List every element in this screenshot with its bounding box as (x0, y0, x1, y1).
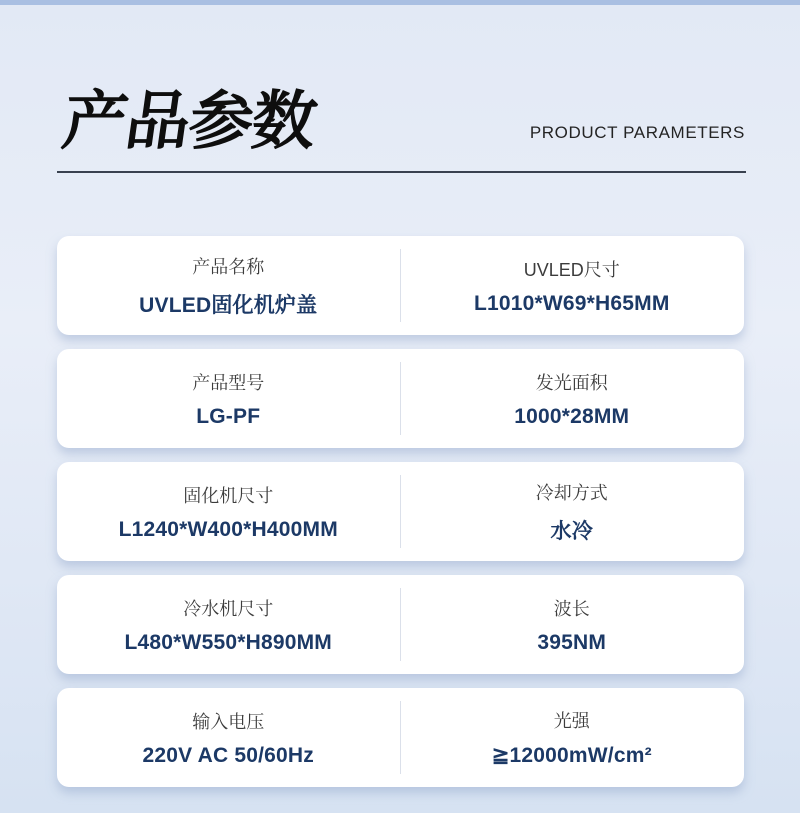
spec-label: 产品型号 (192, 372, 265, 393)
spec-table (57, 236, 744, 787)
spec-row (57, 688, 744, 787)
spec-cell-right (400, 688, 744, 787)
spec-label: 冷却方式 (535, 482, 608, 503)
spec-value: 水冷 (550, 519, 593, 543)
spec-value: ≧12000mW/cm² (491, 744, 652, 767)
spec-label: 发光面积 (535, 372, 608, 393)
spec-row (57, 236, 744, 335)
header-rule (57, 171, 746, 173)
spec-value: UVLED固化机炉盖 (139, 293, 318, 317)
spec-value: L1240*W400*H400MM (118, 517, 338, 541)
spec-value: LG-PF (196, 404, 261, 428)
spec-cell-left (57, 575, 401, 674)
top-accent-bar (0, 0, 800, 5)
spec-cell-left (57, 688, 401, 787)
spec-label: 光强 (553, 711, 590, 731)
spec-cell-right (400, 236, 744, 335)
spec-value: 220V AC 50/60Hz (142, 743, 314, 767)
spec-cell-left (57, 462, 401, 561)
cell-divider (400, 362, 401, 435)
spec-value: 395NM (537, 630, 607, 654)
spec-cell-right (400, 462, 744, 561)
spec-label: UVLED尺寸 (523, 259, 620, 280)
spec-row (57, 575, 744, 674)
spec-label: 波长 (553, 598, 590, 619)
spec-row (57, 462, 744, 561)
page-title: 产品参数 (58, 85, 321, 157)
spec-cell-left (57, 349, 401, 448)
spec-value: L1010*W69*H65MM (473, 291, 670, 315)
cell-divider (400, 475, 401, 548)
cell-divider (400, 588, 401, 661)
spec-label: 输入电压 (192, 711, 265, 732)
cell-divider (400, 701, 401, 774)
page-header (0, 85, 800, 159)
spec-cell-right (400, 575, 744, 674)
spec-cell-left (57, 236, 401, 335)
spec-value: 1000*28MM (514, 404, 630, 428)
spec-value: L480*W550*H890MM (124, 630, 332, 654)
spec-cell-right (400, 349, 744, 448)
page-subtitle: PRODUCT PARAMETERS (529, 123, 745, 142)
spec-row (57, 349, 744, 448)
spec-label: 固化机尺寸 (183, 485, 274, 506)
spec-label: 冷水机尺寸 (183, 598, 274, 619)
spec-label: 产品名称 (192, 256, 265, 277)
cell-divider (400, 249, 401, 322)
